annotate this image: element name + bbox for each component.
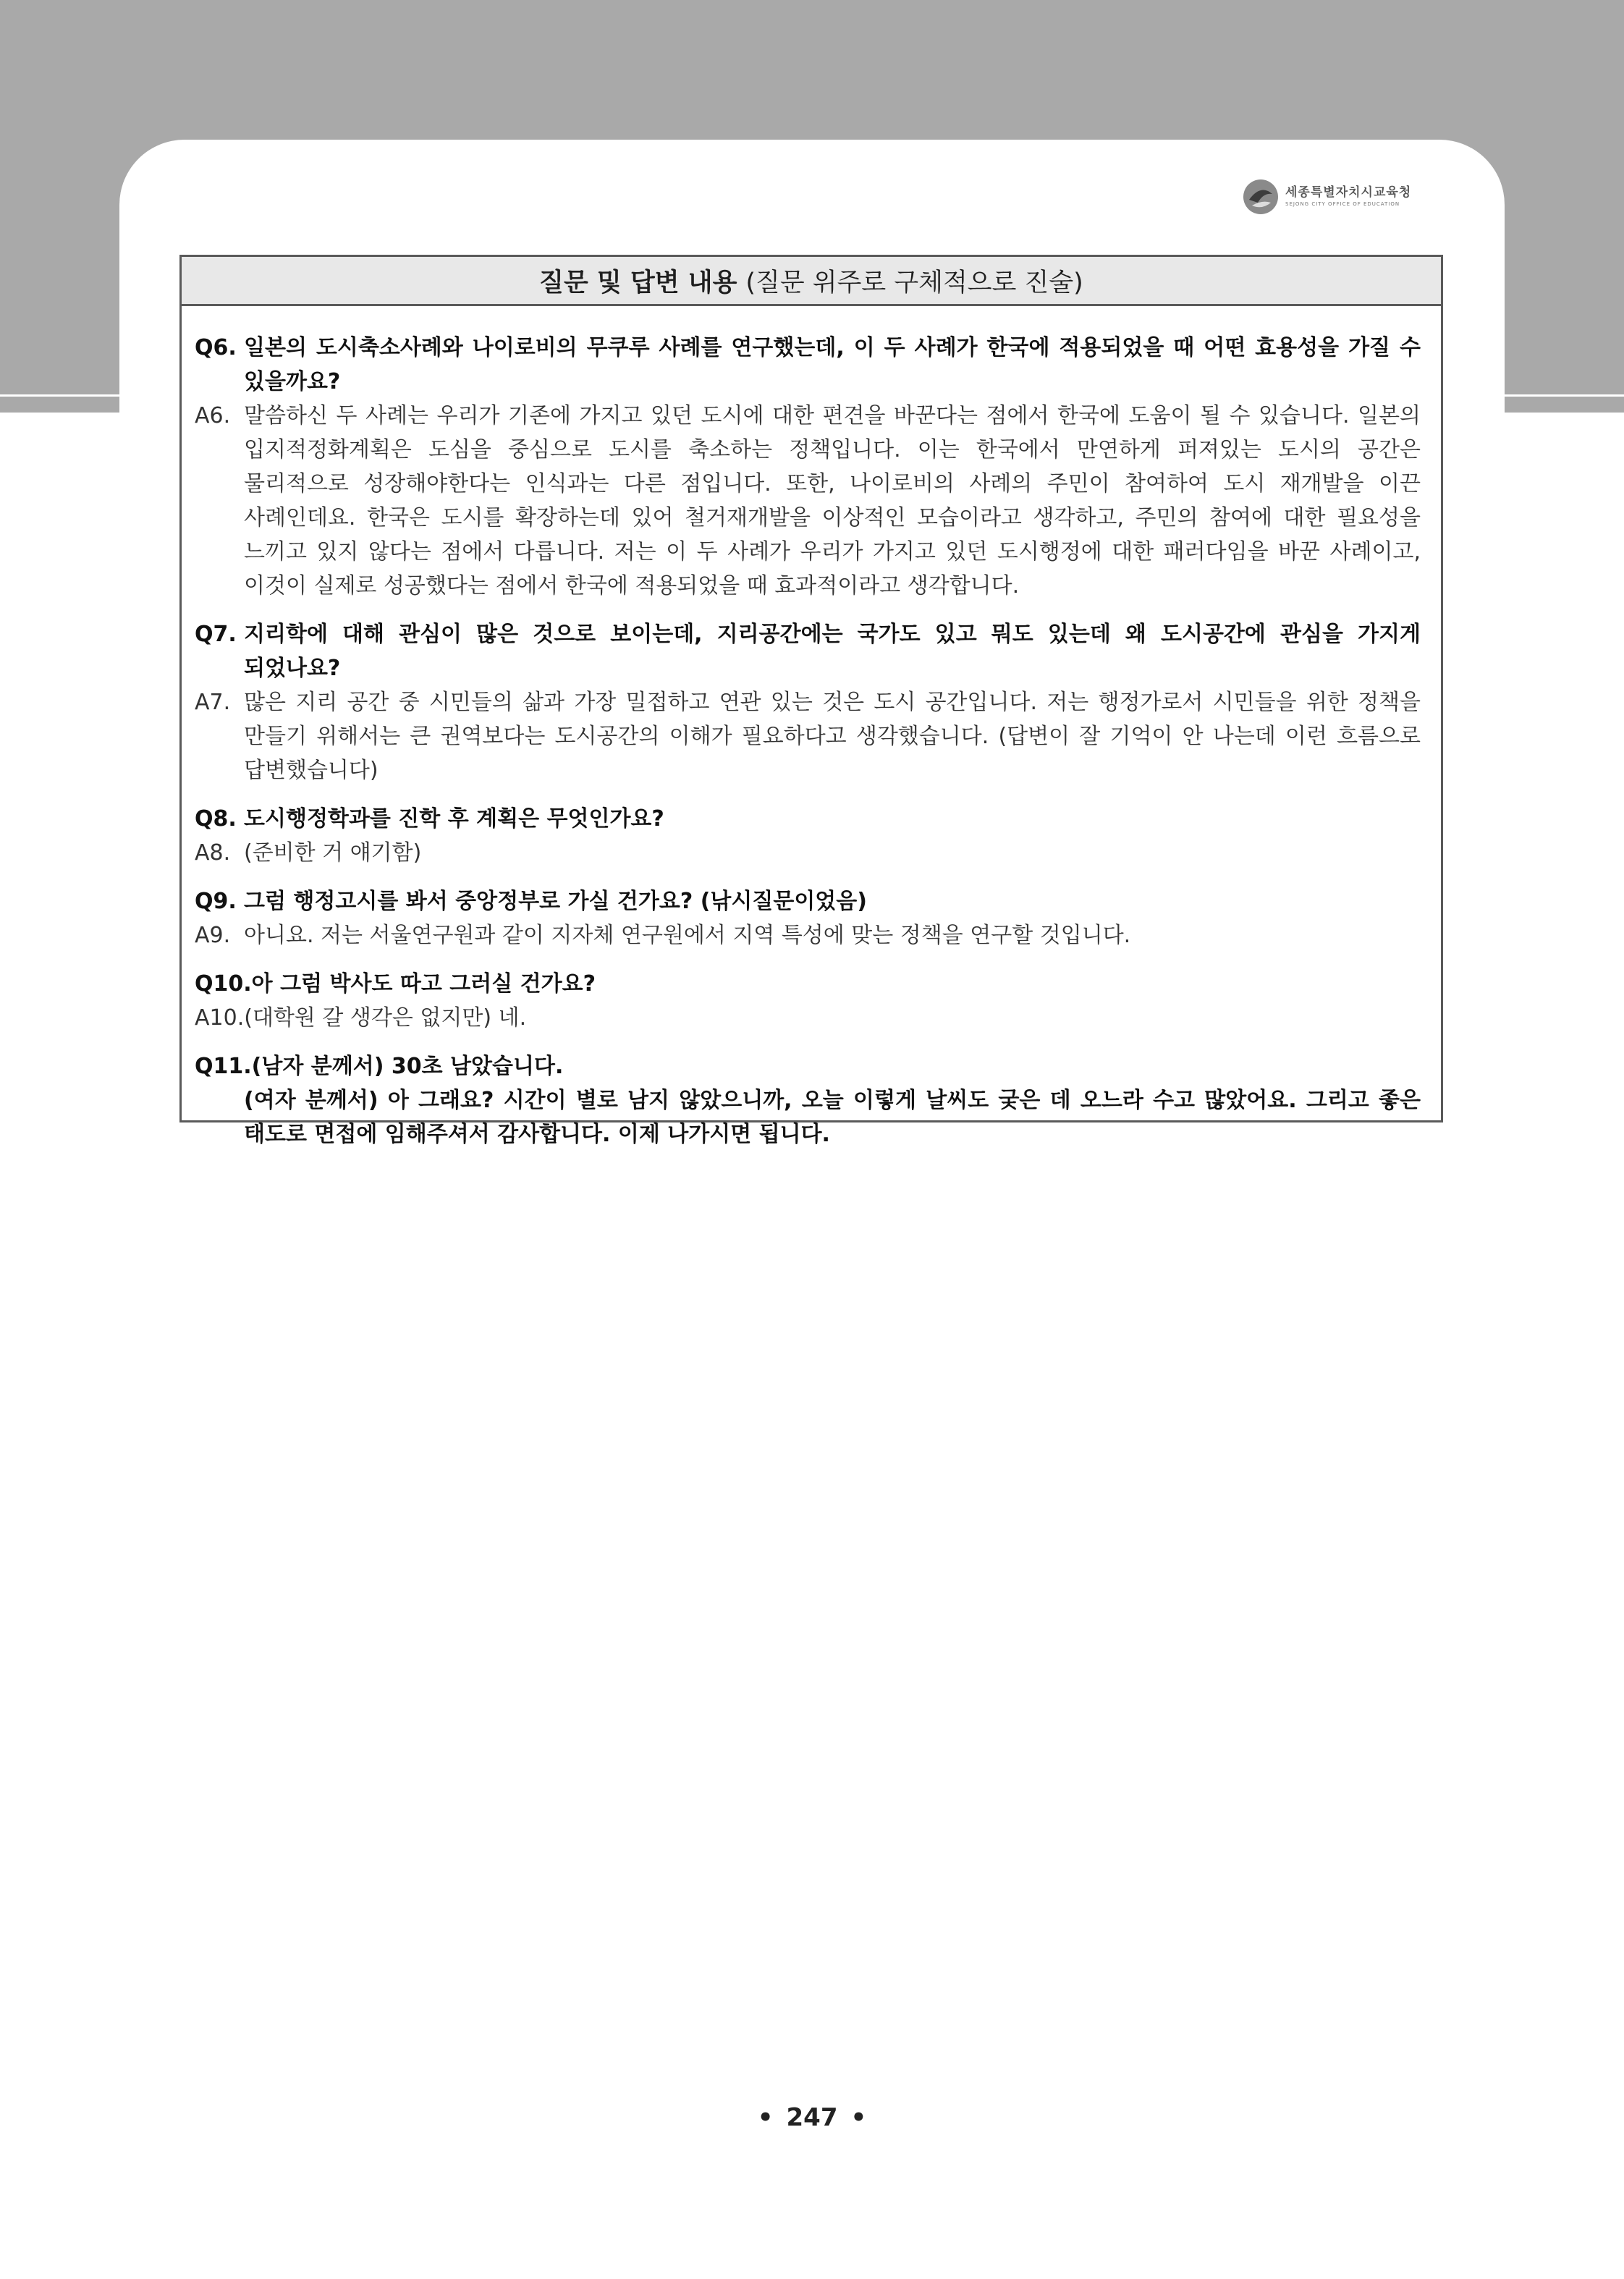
bullet-dot-icon: • [850,2103,867,2132]
qa-table-header [182,257,1441,306]
answer-tag: A7. [195,690,231,715]
qa-pair-8 [195,802,1421,870]
answer-line [195,1001,1421,1035]
answer-line [195,836,1421,870]
qa-header-bold: 질문 및 답변 내용 [539,268,737,297]
question-tag: Q7. [195,622,237,647]
answer-tag: A9. [195,923,231,948]
qa-table [179,255,1443,1147]
answer-line [195,685,1421,787]
answer-tag: A8. [195,840,231,866]
qa-table-body [182,306,1441,1151]
answer-line [195,399,1421,603]
question-line [195,1049,1421,1083]
answer-line [195,918,1421,952]
question-line [195,802,1421,836]
answer-tag: A6. [195,403,231,428]
logo-name: 세종특별자치시교육청 [1285,185,1412,200]
qa-pair-7 [195,617,1421,787]
question-line [195,884,1421,918]
question-text: 아 그럼 박사도 따고 그러실 건가요? [251,971,596,997]
right-margin-strip [1505,397,1624,413]
education-office-logo [1242,178,1411,216]
question-line [195,617,1421,685]
left-margin-strip [0,397,119,413]
page-number-value: 247 [786,2103,838,2132]
question-tag: Q11. [195,1054,252,1079]
qa-pair-6 [195,331,1421,603]
page-number [0,2103,1624,2132]
question-tag: Q10. [195,971,252,997]
logo-emblem-icon [1242,178,1280,216]
question-text: 그럼 행정고시를 봐서 중앙정부로 가실 건가요? (낚시질문이었음) [244,889,867,914]
qa-header-note: (질문 위주로 구체적으로 진술) [745,268,1083,297]
answer-tag: A10. [195,1005,245,1031]
answer-text: 아니요. 저는 서울연구원과 같이 지자체 연구원에서 지역 특성에 맞는 정책을 연구할 것입니다. [244,923,1131,948]
question-text: 일본의 도시축소사례와 나이로비의 무쿠루 사례를 연구했는데, 이 두 사례가 한국에 적용되었을 때 어떤 효용성을 가질 수 있을까요? [244,335,1421,394]
bullet-dot-icon: • [757,2103,774,2132]
answer-text: (대학원 갈 생각은 없지만) 네. [244,1005,527,1031]
question-tag: Q8. [195,806,237,832]
logo-subtitle: SEJONG CITY OFFICE OF EDUCATION [1285,201,1400,207]
qa-pair-10 [195,967,1421,1035]
question-text: 도시행정학과를 진학 후 계획은 무엇인가요? [244,806,664,832]
question-tag: Q9. [195,889,237,914]
question-tag: Q6. [195,335,237,360]
question-text: 지리학에 대해 관심이 많은 것으로 보이는데, 지리공간에는 국가도 있고 뭐도 있는데 왜 도시공간에 관심을 가지게 되었나요? [244,622,1421,681]
question-text: (남자 분께서) 30초 남았습니다. [251,1054,564,1079]
qa-pair-9 [195,884,1421,952]
question-text: (여자 분께서) 아 그래요? 시간이 별로 남지 않았으니까, 오늘 이렇게 날씨도 궂은 데 오느라 수고 많았어요. 그리고 좋은 태도로 면접에 임해주셔서 감사합니다. 이제 나가시면 됩니다. [244,1088,1421,1147]
answer-text: 말씀하신 두 사례는 우리가 기존에 가지고 있던 도시에 대한 편견을 바꾼다는 점에서 한국에 도움이 될 수 있습니다. 일본의 입지적정화계획은 도심을 중심으로 도시를 축소하는 정책입니다. 이는 한국에서 만연하게 퍼져있는 도시의 공간은 물리적으로 성장해야한다는 인식과는 다른 점입니다. 또한, 나이로비의 사례의 주민이 참여하여 도시 재개발을 이끈 사례인데요. 한국은 도시를 확장하는데 있어 철거재개발을 이상적인 모습이라고 생각하고, 주민의 참여에 대한 필요성을 느끼고 있지 않다는 점에서 다릅니다. 저는 이 두 사례가 우리가 가지고 있던 도시행정에 대한 패러다임을 바꾼 사례이고, 이것이 실제로 성공했다는 점에서 한국에 적용되었을 때 효과적이라고 생각합니다. [244,403,1421,599]
question-tag [195,1083,244,1151]
answer-text: 많은 지리 공간 중 시민들의 삶과 가장 밀접하고 연관 있는 것은 도시 공간입니다. 저는 행정가로서 시민들을 위한 정책을 만들기 위해서는 큰 권역보다는 도시공간의 이해가 필요하다고 생각했습니다. (답변이 잘 기억이 안 나는데 이런 흐름으로 답변했습니다) [244,690,1421,783]
question-line [195,331,1421,399]
question-line [195,967,1421,1001]
answer-text: (준비한 거 얘기함) [244,840,422,866]
question-continuation-line [195,1083,1421,1151]
qa-pair-11 [195,1049,1421,1151]
